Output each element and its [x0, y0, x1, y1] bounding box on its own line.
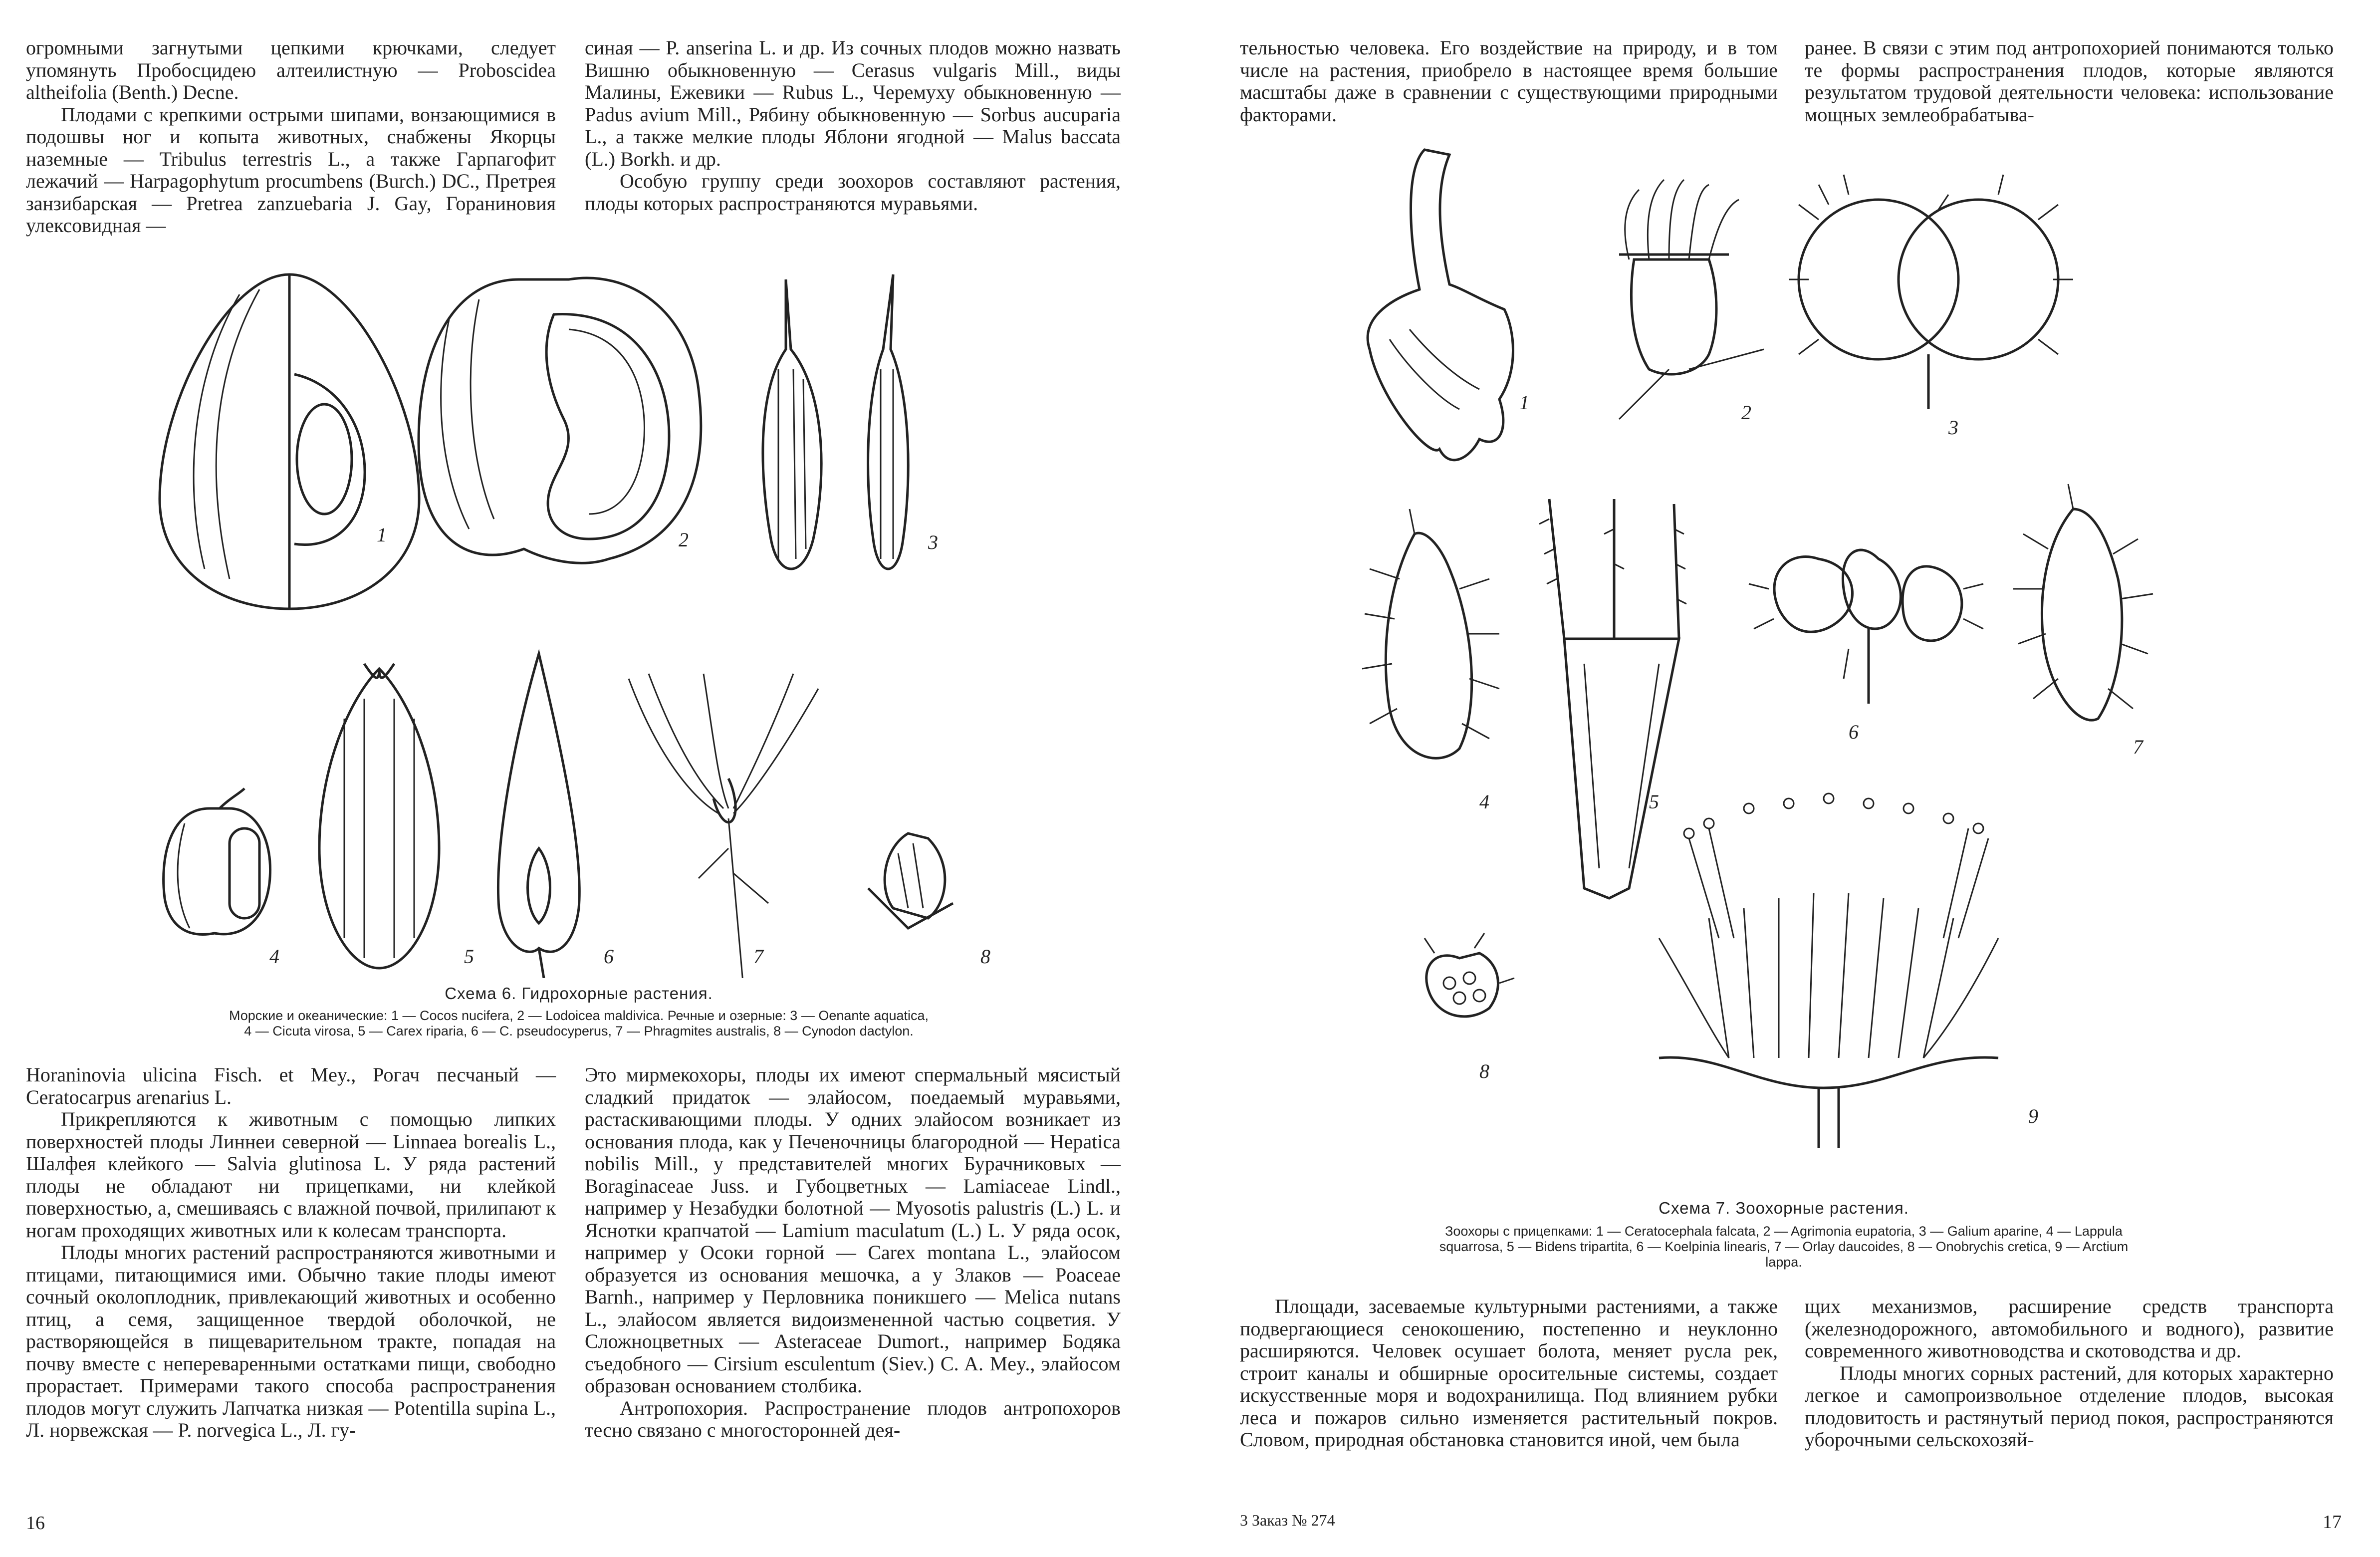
figure-label-1: 1 — [377, 523, 387, 546]
left-col2-bottom — [585, 1064, 1121, 1442]
figure-label-5: 5 — [1649, 790, 1659, 813]
figure-label-9: 9 — [2028, 1105, 2038, 1127]
fruit-drawing-5 — [319, 664, 474, 968]
paragraph: Прикрепляются к животным с помощью липких поверхностей плоды Линнеи северной — Linnaea borealis L., Шалфея клейкого — Salvia glutinosa L. У ряда растений плоды не обладают ни прицепками, ни клейкой поверхностью, а, смешиваясь с влажной почвой, прилипают к ногам проходящих животных или к колесам транспорта. — [26, 1108, 556, 1242]
figure-hydrochory-drawing — [130, 260, 1028, 978]
legend-line: squarrosa, 5 — Bidens tripartita, 6 — Koelpinia linearis, 7 — Orlay daucoides, 8 — Onobrychis cretica, 9 — Arctium — [1439, 1239, 2129, 1254]
paragraph: Площади, засеваемые культурными растениями, а также подвергающиеся сенокошению, постепенно и неуклонно расширяются. Человек осушает болота, меняет русла рек, строит каналы и обширные оросительные системы, создает искусственные моря и водохранилища. Под влиянием рубки леса и пожаров сильно изменяется растительный покров. Словом, природная обстановка становится иной, чем была — [1240, 1295, 1778, 1451]
fruit-drawing-7 — [629, 674, 818, 978]
fruit-drawing-2 — [419, 278, 701, 563]
figure-label-4: 4 — [1479, 790, 1489, 813]
fruit-drawing-4 — [164, 788, 279, 968]
left-col1-bottom — [26, 1064, 556, 1442]
paragraph: Horaninovia ulicina Fisch. et Mey., Рогач песчаный — Ceratocarpus arenarius L. — [26, 1063, 556, 1108]
figure-label-2: 2 — [679, 528, 689, 551]
signature-mark: 3 Заказ № 274 — [1240, 1511, 1335, 1529]
fruit-drawing-6 — [1749, 550, 1983, 743]
figure-label-3: 3 — [928, 531, 938, 553]
figure-label-6: 6 — [604, 945, 614, 968]
figure-label-8: 8 — [980, 945, 990, 968]
fruit-drawing-8 — [1425, 933, 1514, 1082]
right-col1-bottom — [1240, 1296, 1778, 1451]
legend-line: 4 — Cicuta virosa, 5 — Carex riparia, 6 — C. pseudocyperus, 7 — Phragmites australis, 8 — Cynodon dactylon. — [244, 1024, 914, 1038]
page-number: 16 — [26, 1513, 45, 1534]
figure-zoochory — [1350, 140, 2218, 1178]
paragraph: Плоды многих растений распространяются животными и птицами, питающимися ими. Обычно такие плоды имеют сочный околоплодник, привлекающий животных и особенно птиц, а семя, защищенное твердой оболочкой, не растворяющейся в пищеварительном тракте, попадая на почву вместе с непереваренными остатками пищи, свободно прорастает. Примерами такого способа распространения плодов могут служить Лапчатка низкая — Potentilla supina L., Л. норвежская — P. norvegica L., Л. гу- — [26, 1241, 556, 1441]
fruit-drawing-3 — [763, 274, 938, 569]
fruit-drawing-5 — [1539, 499, 1686, 898]
paragraph: Особую группу среди зоохоров составляют растения, плоды которых распространяются муравьями. — [585, 170, 1121, 215]
right-col1-top — [1240, 37, 1778, 126]
paragraph: Это мирмекохоры, плоды их имеют спермальный мясистый сладкий придаток — элайосом, поедаемый муравьями, растаскивающими плоды. У одних элайосом возникает из основания плода, как у Печеночницы благородной — Hepatica nobilis Mill., у представителей многих Бурачниковых — Boraginaceae Juss. и Губоцветных — Lamiaceae Lindl., например у Незабудки болотной — Myosotis palustris (L.) L. и Яснотки крапчатой — Lamium maculatum (L.) L. У ряда осок, например у Осоки горной — Carex montana L., элайосом образуется из основания мешочка, а у Злаков — Poaceae Barnh., например у Перловника поникшего — Melica nutans L., элайосом является видоизмененной частью соцветия. У Сложноцветных — Asteraceae Dumort., например Бодяка съедобного — Cirsium esculentum (Siev.) C. A. Mey., элайосом образован основанием столбика. — [585, 1063, 1121, 1397]
figure-label-5: 5 — [464, 945, 474, 968]
left-col1-top — [26, 37, 556, 237]
figure-zoochory-drawing — [1350, 140, 2218, 1178]
paragraph: тельностью человека. Его воздействие на природу, и в том числе на растения, приобрело в настоящее время большие масштабы даже в сравнении с существующими природными факторами. — [1240, 36, 1778, 126]
fruit-drawing-2 — [1619, 180, 1764, 424]
paragraph: Антропохория. Распространение плодов антропохоров тесно связано с многосторонней дея- — [585, 1396, 1121, 1441]
fruit-drawing-7 — [2013, 484, 2153, 758]
paragraph: Плодами с крепкими острыми шипами, вонзающимися в подошвы ног и копыта животных, снабжены Якорцы наземные — Tribulus terrestris L., а также Гарпагофит лежачий — Harpagophytum procumbens (Burch.) DC., Претрея занзибарская — Pretrea zanzuebaria J. Gay, Гораниновия улексовидная — — [26, 103, 556, 237]
figure-caption-title: Схема 6. Гидрохорные растения. — [445, 984, 713, 1003]
legend-line: lappa. — [1765, 1255, 1802, 1270]
figure-label-8: 8 — [1479, 1060, 1489, 1082]
figure-label-1: 1 — [1519, 391, 1529, 414]
fruit-drawing-9 — [1659, 793, 2038, 1148]
figure-label-6: 6 — [1849, 721, 1859, 743]
paragraph: огромными загнутыми цепкими крючками, следует упомянуть Пробосцидею алтеилистную — Proboscidea altheifolia (Benth.) Decne. — [26, 36, 556, 103]
figure-label-7: 7 — [2133, 736, 2143, 758]
figure-label-2: 2 — [1741, 401, 1751, 424]
fruit-drawing-8 — [868, 833, 990, 968]
right-col2-bottom — [1805, 1296, 2334, 1451]
figure-label-7: 7 — [753, 945, 763, 968]
left-col2-top — [585, 37, 1121, 215]
figure-label-4: 4 — [269, 945, 279, 968]
fruit-drawing-1 — [160, 274, 419, 609]
right-col2-top — [1805, 37, 2334, 126]
figure-caption-legend — [1340, 1224, 2228, 1270]
paragraph: ранее. В связи с этим под антропохорией понимаются только те формы распространения плодов, которые являются результатом трудовой деятельности человека: использование мощных землеобрабатыва- — [1805, 36, 2334, 126]
figure-hydrochory — [130, 260, 1028, 978]
legend-line: Морские и океанические: 1 — Cocos nucifera, 2 — Lodoicea maldivica. Речные и озерные: 3 — Oenante aquatica, — [229, 1008, 929, 1023]
legend-line: Зоохоры с прицепками: 1 — Ceratocephala falcata, 2 — Agrimonia eupatoria, 3 — Galium aparine, 4 — Lappula — [1445, 1224, 2123, 1239]
figure-caption-title: Схема 7. Зоохорные растения. — [1659, 1199, 1909, 1217]
paragraph: щих механизмов, расширение средств транспорта (железнодорожного, автомобильного и водного), развитие современного животноводства и скотоводства и др. — [1805, 1295, 2334, 1362]
fruit-drawing-4 — [1362, 509, 1499, 813]
right-page — [1190, 0, 2380, 1557]
fruit-drawing-1 — [1368, 150, 1529, 460]
figure-label-3: 3 — [1948, 416, 1958, 439]
fruit-drawing-3 — [1789, 175, 2073, 439]
paragraph: Плоды многих сорных растений, для которых характерно легкое и самопроизвольное отделение плодов, высокая плодовитость и растянутый период покоя, распространяются уборочными сельскохозяй- — [1805, 1361, 2334, 1451]
paragraph: синая — P. anserina L. и др. Из сочных плодов можно назвать Вишню обыкновенную — Cerasus vulgaris Mill., виды Малины, Ежевики — Rubus L., Черемуху обыкновенную — Padus avium Mill., Рябину обыкновенную — Sorbus aucuparia L., а также мелкие плоды Яблони ягодной — Malus baccata (L.) Borkh. и др. — [585, 36, 1121, 170]
fruit-drawing-6 — [498, 654, 614, 978]
figure-caption-legend — [80, 1008, 1078, 1039]
page-number: 17 — [2323, 1512, 2342, 1533]
